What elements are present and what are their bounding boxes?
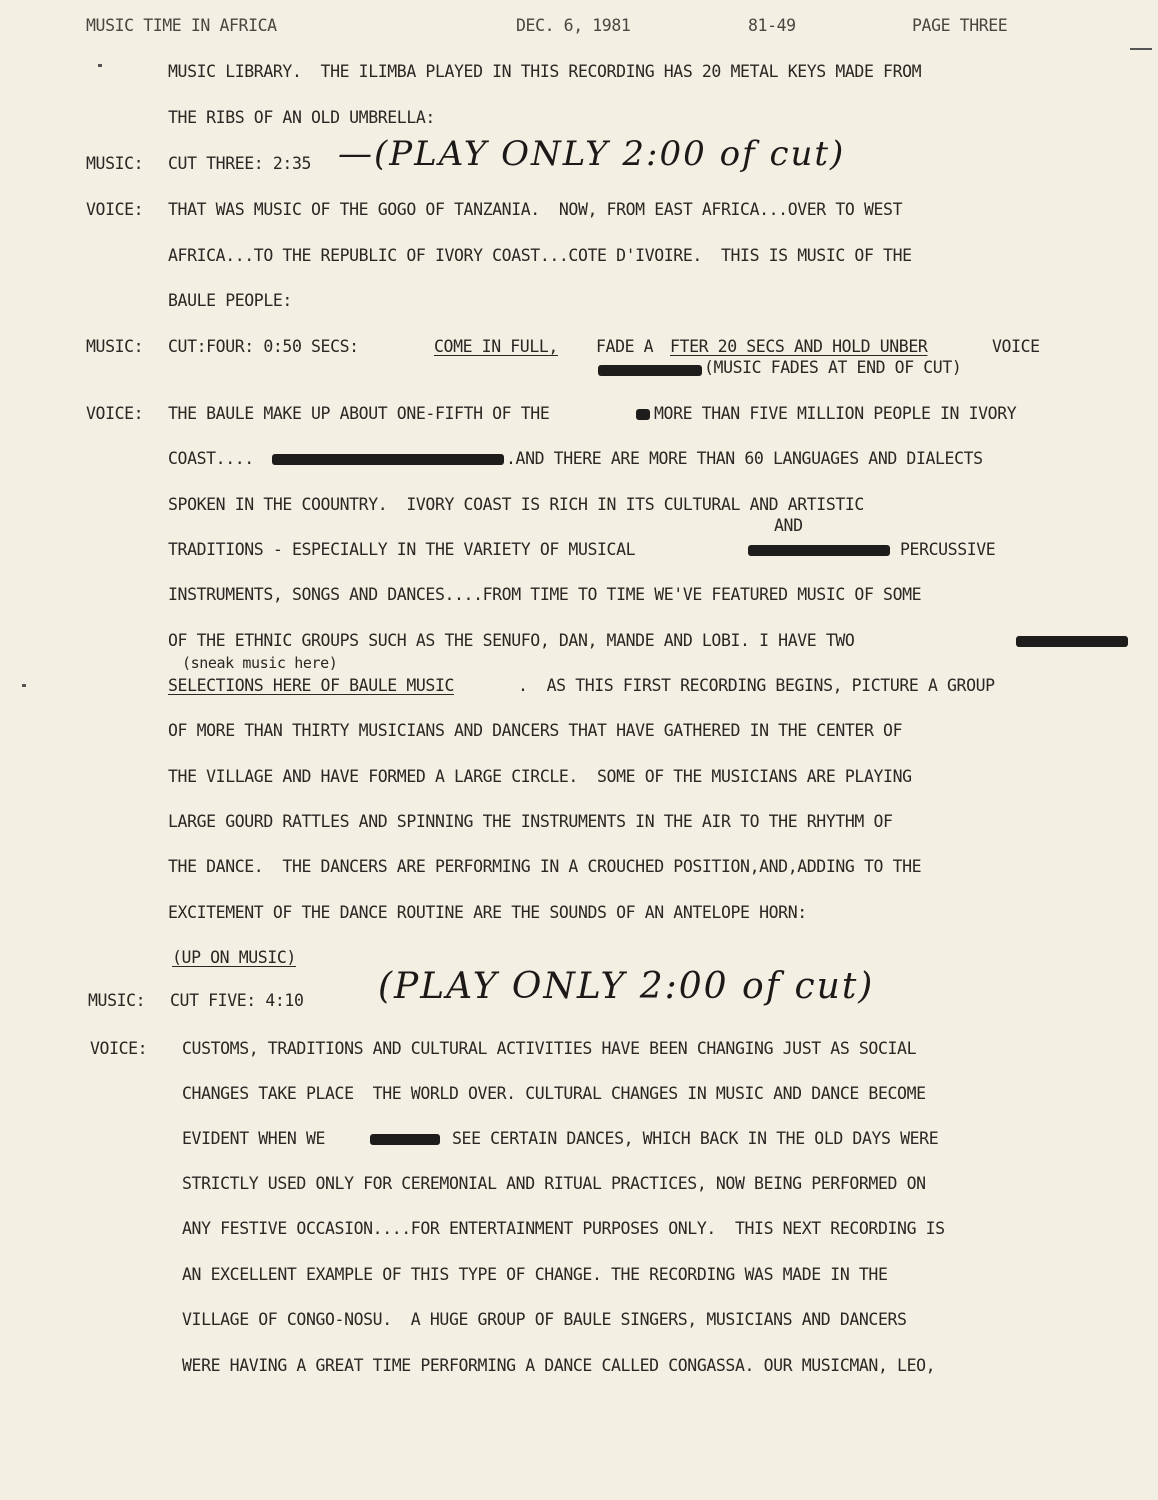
- cue-label: MUSIC:: [88, 991, 146, 1010]
- text-line: AN EXCELLENT EXAMPLE OF THIS TYPE OF CHANGE. THE RECORDING WAS MADE IN THE: [182, 1265, 888, 1284]
- redaction-mark: [598, 365, 702, 376]
- text-line: SEE CERTAIN DANCES, WHICH BACK IN THE OLD DAYS WERE: [452, 1129, 939, 1148]
- cue-text: FTER 20 SECS AND HOLD UNBER: [670, 337, 928, 356]
- insertion-text: (sneak music here): [182, 654, 338, 672]
- redaction-mark: [370, 1134, 440, 1145]
- text-line: THE DANCE. THE DANCERS ARE PERFORMING IN A CROUCHED POSITION,AND,ADDING TO THE: [168, 857, 922, 876]
- text-line: (UP ON MUSIC): [172, 948, 296, 967]
- text-line: THE RIBS OF AN OLD UMBRELLA:: [168, 108, 435, 127]
- cue-label: MUSIC:: [86, 154, 144, 173]
- cue-text: VOICE: [992, 337, 1040, 356]
- text-line: MUSIC LIBRARY. THE ILIMBA PLAYED IN THIS RECORDING HAS 20 METAL KEYS MADE FROM: [168, 62, 922, 81]
- text-line: SELECTIONS HERE OF BAULE MUSIC: [168, 676, 455, 695]
- header-number: 81-49: [748, 16, 796, 35]
- text-line: THAT WAS MUSIC OF THE GOGO OF TANZANIA. NOW, FROM EAST AFRICA...OVER TO WEST: [168, 200, 903, 219]
- margin-mark: [98, 64, 102, 67]
- header-date: DEC. 6, 1981: [516, 16, 631, 35]
- header-page: PAGE THREE: [912, 16, 1008, 35]
- text-line: THE VILLAGE AND HAVE FORMED A LARGE CIRCLE. SOME OF THE MUSICIANS ARE PLAYING: [168, 767, 912, 786]
- text-line: CHANGES TAKE PLACE THE WORLD OVER. CULTURAL CHANGES IN MUSIC AND DANCE BECOME: [182, 1084, 926, 1103]
- cue-label: VOICE:: [86, 200, 144, 219]
- header-title: MUSIC TIME IN AFRICA: [86, 16, 277, 35]
- text-line: WERE HAVING A GREAT TIME PERFORMING A DANCE CALLED CONGASSA. OUR MUSICMAN, LEO,: [182, 1356, 936, 1375]
- margin-mark: [22, 684, 26, 687]
- text-line: EXCITEMENT OF THE DANCE ROUTINE ARE THE SOUNDS OF AN ANTELOPE HORN:: [168, 903, 807, 922]
- cue-text: COME IN FULL,: [434, 337, 558, 356]
- text-line: TRADITIONS - ESPECIALLY IN THE VARIETY OF MUSICAL: [168, 540, 636, 559]
- cue-text: CUT:FOUR: 0:50 SECS:: [168, 337, 359, 356]
- text-line: EVIDENT WHEN WE: [182, 1129, 326, 1148]
- text-line: CUSTOMS, TRADITIONS AND CULTURAL ACTIVITIES HAVE BEEN CHANGING JUST AS SOCIAL: [182, 1039, 917, 1058]
- redaction-mark: [748, 545, 890, 556]
- handwritten-note: —(PLAY ONLY 2:00 of cut): [338, 134, 846, 174]
- text-line: PERCUSSIVE: [900, 540, 996, 559]
- margin-mark: [1130, 48, 1152, 50]
- cue-text: (MUSIC FADES AT END OF CUT): [704, 358, 962, 377]
- text-line: STRICTLY USED ONLY FOR CEREMONIAL AND RITUAL PRACTICES, NOW BEING PERFORMED ON: [182, 1174, 926, 1193]
- cue-label: MUSIC:: [86, 337, 144, 356]
- text-line: SPOKEN IN THE COOUNTRY. IVORY COAST IS RICH IN ITS CULTURAL AND ARTISTIC: [168, 495, 864, 514]
- text-line: ANY FESTIVE OCCASION....FOR ENTERTAINMENT PURPOSES ONLY. THIS NEXT RECORDING IS: [182, 1219, 945, 1238]
- redaction-mark: [636, 409, 650, 420]
- text-line: .AND THERE ARE MORE THAN 60 LANGUAGES AND DIALECTS: [506, 449, 983, 468]
- text-line: COAST....: [168, 449, 254, 468]
- text-line: OF MORE THAN THIRTY MUSICIANS AND DANCERS THAT HAVE GATHERED IN THE CENTER OF: [168, 721, 903, 740]
- cue-label: VOICE:: [86, 404, 144, 423]
- redaction-mark: [1016, 636, 1128, 647]
- text-line: AFRICA...TO THE REPUBLIC OF IVORY COAST...COTE D'IVOIRE. THIS IS MUSIC OF THE: [168, 246, 912, 265]
- text-line: BAULE PEOPLE:: [168, 291, 292, 310]
- text-line: INSTRUMENTS, SONGS AND DANCES....FROM TIME TO TIME WE'VE FEATURED MUSIC OF SOME: [168, 585, 922, 604]
- cue-text: CUT FIVE: 4:10: [170, 991, 304, 1010]
- text-line: . AS THIS FIRST RECORDING BEGINS, PICTURE A GROUP: [518, 676, 995, 695]
- text-line: VILLAGE OF CONGO-NOSU. A HUGE GROUP OF BAULE SINGERS, MUSICIANS AND DANCERS: [182, 1310, 907, 1329]
- cue-text: CUT THREE: 2:35: [168, 154, 312, 173]
- cue-label: VOICE:: [90, 1039, 148, 1058]
- text-line: LARGE GOURD RATTLES AND SPINNING THE INSTRUMENTS IN THE AIR TO THE RHYTHM OF: [168, 812, 893, 831]
- cue-text: FADE A: [596, 337, 654, 356]
- handwritten-note: (PLAY ONLY 2:00 of cut): [378, 966, 875, 1007]
- text-line: MORE THAN FIVE MILLION PEOPLE IN IVORY: [654, 404, 1017, 423]
- redaction-mark: [272, 454, 504, 465]
- insertion-text: AND: [774, 516, 803, 535]
- text-line: OF THE ETHNIC GROUPS SUCH AS THE SENUFO, DAN, MANDE AND LOBI. I HAVE TWO: [168, 631, 855, 650]
- text-line: THE BAULE MAKE UP ABOUT ONE-FIFTH OF THE: [168, 404, 550, 423]
